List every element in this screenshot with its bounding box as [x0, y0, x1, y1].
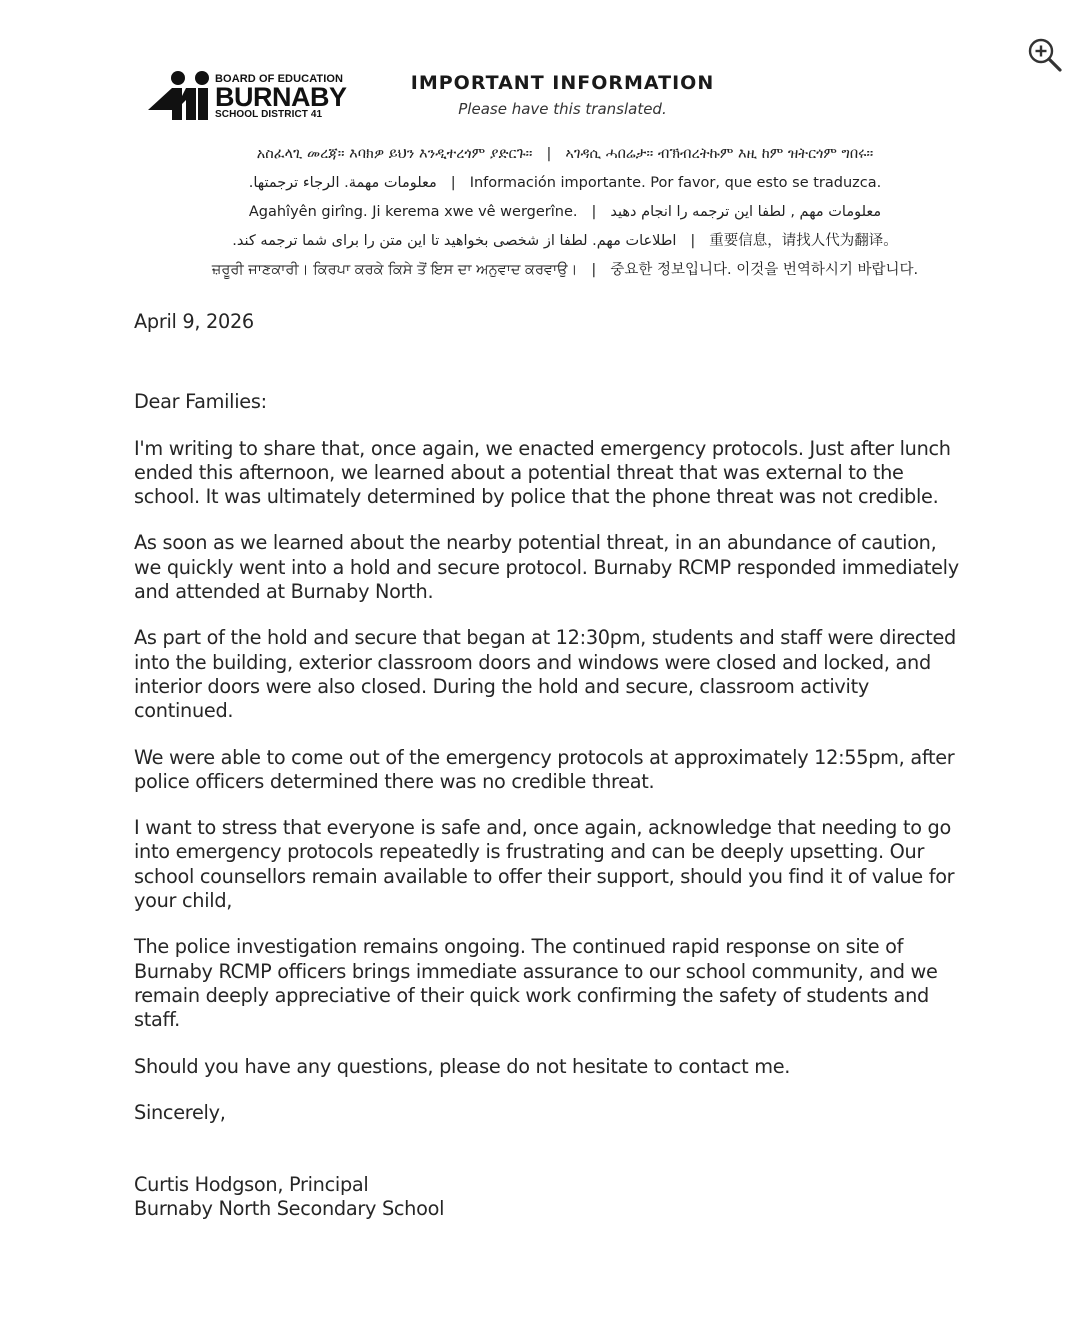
- logo-line-3: SCHOOL DISTRICT 41: [215, 109, 323, 120]
- letter-paragraph: We were able to come out of the emergency protocols at approximately 12:55pm, after police officers determined there was no credible threat.: [134, 745, 955, 793]
- translation-text: اطلاعات مهم. لطفا از شخصی بخواهید تا این متن را برای شما ترجمه کند.: [232, 233, 677, 249]
- letter-paragraph: I'm writing to share that, once again, we enacted emergency protocols. Just after lunch ended this afternoon, we learned about a potential threat that was external to the school. It was ultimately determined by police that the phone threat was not credible.: [134, 436, 951, 509]
- letter-paragraph: As soon as we learned about the nearby potential threat, in an abundance of caution, we quickly went into a hold and secure protocol. Burnaby RCMP responded immediately and attended at Burnaby North.: [134, 531, 959, 604]
- translation-line: [130, 140, 1000, 169]
- letter-greeting: Dear Families:: [134, 390, 267, 414]
- district-logo-figures: [146, 70, 216, 122]
- notice-subtitle: Please have this translated.: [458, 100, 667, 118]
- zoom-in-icon: [1026, 36, 1064, 74]
- translation-text: አስፈላጊ መረጃ። እባክዎ ይህን እንዲተረጎም ያድርጉ።: [256, 146, 533, 162]
- letter-date: April 9, 2026: [134, 310, 254, 333]
- signature-school: Burnaby North Secondary School: [134, 1197, 445, 1221]
- translation-line: [130, 169, 1000, 198]
- translation-text: 중요한 정보입니다. 이것을 번역하시기 바랍니다.: [610, 262, 919, 278]
- letter-closing: Sincerely,: [134, 1100, 226, 1124]
- separator: |: [591, 204, 597, 220]
- translation-text: 重要信息，请找人代为翻译。: [709, 233, 898, 249]
- separator: |: [591, 262, 597, 278]
- signature-name: Curtis Hodgson, Principal: [134, 1173, 369, 1197]
- translation-notices: [130, 140, 1000, 285]
- translation-text: Información importante. Por favor, que esto se traduzca.: [469, 175, 882, 191]
- separator: |: [690, 233, 696, 249]
- translation-text: معلومات مهمة. الرجاء ترجمتها.: [248, 175, 437, 191]
- logo-line-2: BURNABY: [215, 82, 347, 112]
- translation-text: Agahîyên girîng. Ji kerema xwe vê wergerîne.: [248, 204, 578, 220]
- logo-line-1: BOARD OF EDUCATION: [215, 73, 344, 85]
- letter-paragraph: Should you have any questions, please do not hesitate to contact me.: [134, 1054, 791, 1078]
- translation-text: معلومات مهم , لطفا این ترجمه را انجام دهید: [610, 204, 882, 220]
- letter-paragraph: The police investigation remains ongoing. The continued rapid response on site of Burnaby RCMP officers brings immediate assurance to our school community, and we remain deeply appreciative of their quick work confirming the safety of students and staff.: [134, 935, 938, 1032]
- translation-text: ኣገዳሲ ሓበሬታ። ብኽብረትኩም እዚ ከም ዝትርጎም ግበሩ።: [565, 146, 874, 162]
- translation-line: [130, 198, 1000, 227]
- zoom-in-button[interactable]: [1026, 36, 1064, 74]
- translation-line: [130, 256, 1000, 285]
- separator: |: [546, 146, 552, 162]
- separator: |: [450, 175, 456, 191]
- translation-line: [130, 227, 1000, 256]
- letter-paragraph: As part of the hold and secure that began at 12:30pm, students and staff were directed into the building, exterior classroom doors and windows were closed and locked, and interior doors were also closed. During the hold and secure, classroom activity continued.: [134, 626, 956, 723]
- letter-body: [134, 310, 964, 1222]
- district-logo: [146, 70, 346, 126]
- notice-title: IMPORTANT INFORMATION: [410, 72, 715, 94]
- letter-paragraph: I want to stress that everyone is safe and, once again, acknowledge that needing to go into emergency protocols repeatedly is frustrating and can be deeply upsetting. Our school counsellors remain available to offer their support, should you find it of value for your child,: [134, 816, 955, 913]
- translation-text: ਜ਼ਰੂਰੀ ਜਾਣਕਾਰੀ। ਕਿਰਪਾ ਕਰਕੇ ਕਿਸੇ ਤੋਂ ਇਸ ਦਾ ਅਨੁਵਾਦ ਕਰਵਾਉ।: [211, 262, 578, 278]
